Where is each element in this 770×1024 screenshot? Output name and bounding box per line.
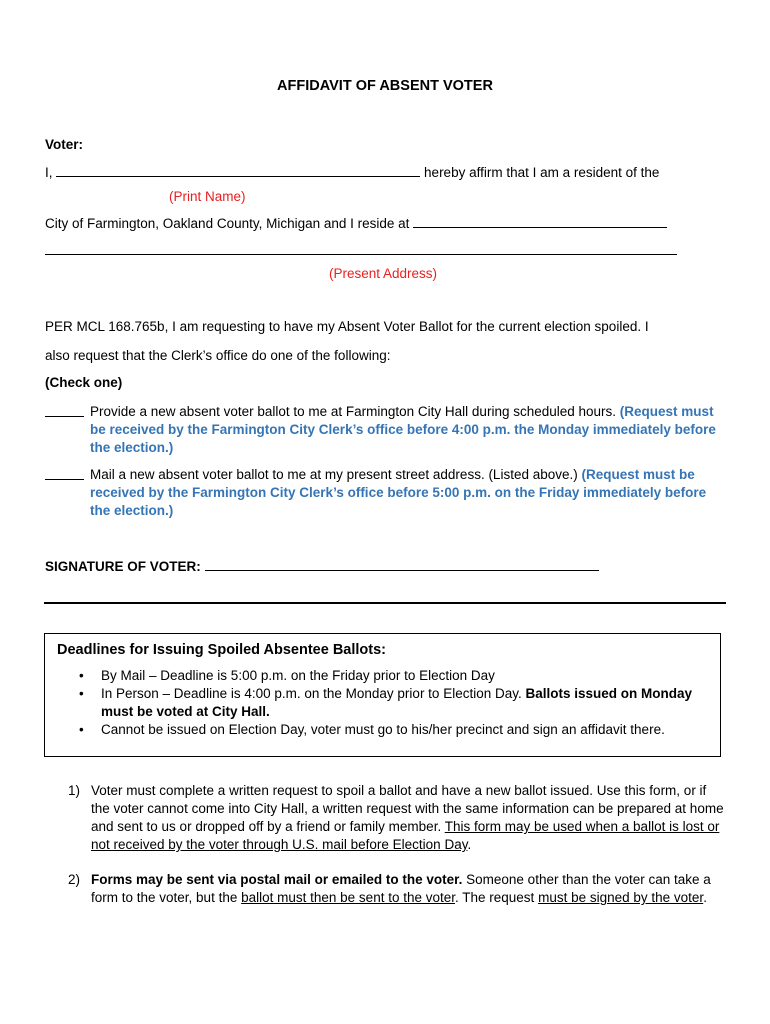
address-line	[45, 215, 667, 231]
note-2-text: Forms may be sent via postal mail or emailed to the voter. Someone other than the voter can take a form to the voter, but the ballot must then be sent to the voter. The request must be signed by the voter.	[91, 872, 711, 905]
option2-note: (Request must be received by the Farmington City Clerk’s office before 5:00 p.m. on the Friday immediately before the election.)	[90, 467, 707, 518]
option1-checkbox-line[interactable]	[45, 404, 84, 417]
section-divider	[44, 602, 726, 604]
print-name-caption: (Print Name)	[169, 189, 246, 204]
document-title: AFFIDAVIT OF ABSENT VOTER	[277, 78, 493, 94]
option1-main: Provide a new absent voter ballot to me at Farmington City Hall during scheduled hours.	[90, 404, 617, 419]
bullet-icon: •	[79, 686, 84, 701]
option1-text	[90, 403, 730, 457]
deadlines-list	[45, 667, 711, 739]
option2-text	[90, 466, 730, 520]
deadline-item: • By Mail – Deadline is 5:00 p.m. on the Friday prior to Election Day	[79, 668, 495, 683]
per-mcl-line-1: PER MCL 168.765b, I am requesting to have my Absent Voter Ballot for the current election spoiled. I	[45, 319, 649, 334]
signature-label: SIGNATURE OF VOTER:	[45, 559, 201, 574]
name-prefix: I,	[45, 165, 53, 180]
option1-note: (Request must be received by the Farmington City Clerk’s office before 4:00 p.m. the Monday immediately before the election.)	[90, 404, 716, 455]
present-address-caption: (Present Address)	[329, 266, 438, 281]
address-line-2-blank[interactable]	[45, 254, 677, 255]
check-one-label: (Check one)	[45, 375, 123, 390]
deadline-item: • In Person – Deadline is 4:00 p.m. on the Monday prior to Election Day. Ballots issued on Monday must be voted at City Hall.	[79, 686, 693, 719]
voter-label: Voter:	[45, 137, 84, 152]
signature-blank[interactable]	[205, 558, 599, 571]
name-suffix: hereby affirm that I am a resident of the	[424, 165, 660, 180]
name-blank[interactable]	[56, 164, 420, 177]
address-blank[interactable]	[413, 215, 667, 228]
deadline-item: • Cannot be issued on Election Day, voter must go to his/her precinct and sign an affidavit there.	[79, 722, 665, 737]
deadlines-title: Deadlines for Issuing Spoiled Absentee Ballots:	[57, 642, 386, 658]
signature-line	[45, 558, 599, 574]
name-line	[45, 164, 659, 180]
address-prefix: City of Farmington, Oakland County, Michigan and I reside at	[45, 216, 410, 231]
option2-main: Mail a new absent voter ballot to me at my present street address. (Listed above.)	[90, 467, 578, 482]
note-2-number: 2)	[68, 872, 81, 887]
bullet-icon: •	[79, 722, 84, 737]
per-mcl-line-2: also request that the Clerk’s office do one of the following:	[45, 348, 391, 363]
note-1-text: Voter must complete a written request to spoil a ballot and have a new ballot issued. Use this form, or if the voter cannot come into City Hall, a written request with the same information can be prepared at home and sent to us or dropped off by a friend or family member. This form may be used when a ballot is lost or not received by the voter through U.S. mail before Election Day.	[91, 783, 724, 852]
option2-checkbox-line[interactable]	[45, 467, 84, 480]
deadlines-box	[44, 633, 721, 757]
note-1-number: 1)	[68, 783, 81, 798]
bullet-icon: •	[79, 668, 84, 683]
